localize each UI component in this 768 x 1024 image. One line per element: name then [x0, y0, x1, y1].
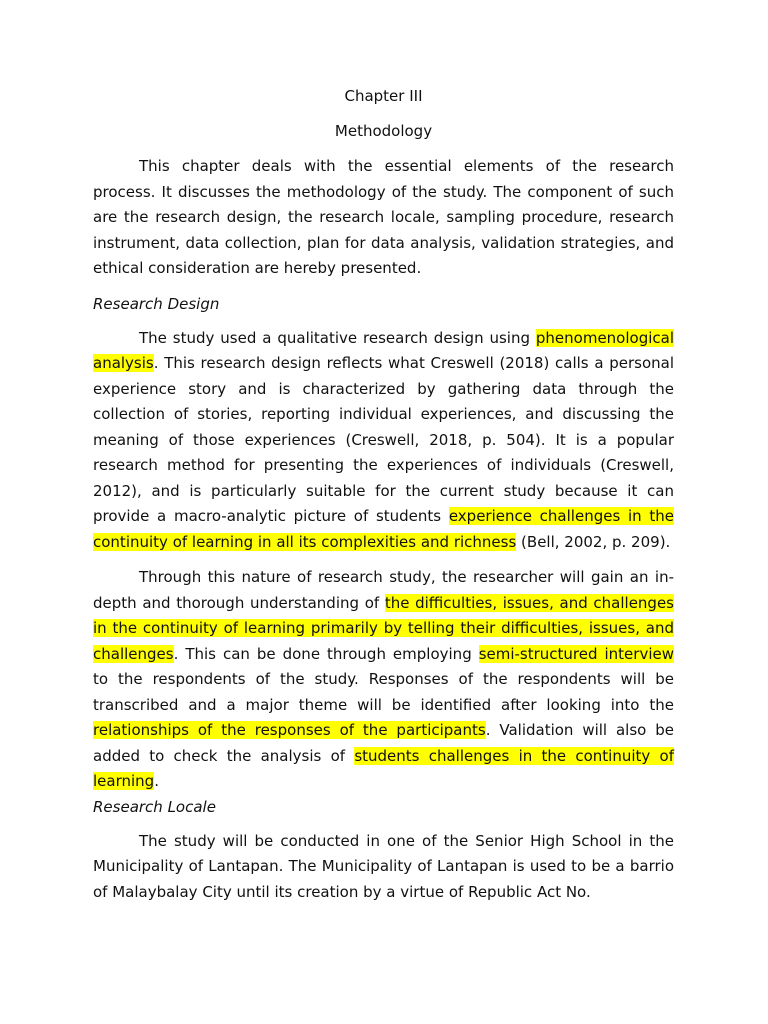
research-design-paragraph-2: [93, 565, 674, 795]
text-run: . This research design reflects what Creswell (2018) calls a personal experience story and is characterized by gathering data through the collection of stories, reporting individual experiences, and discussing the meaning of those experiences (Creswell, 2018, p. 504). It is a popular research method for presenting the experiences of individuals (Creswell, 2012), and is particularly suitable for the current study because it can provide a macro-analytic picture of students: [93, 354, 674, 525]
highlighted-text: experience challenges in the continuity of learning in all its complexities and richness: [93, 507, 674, 551]
text-run: Through this nature of research study, the researcher will gain an in-depth and thorough understanding of: [93, 568, 674, 612]
document-body: [93, 84, 674, 905]
highlighted-text: the difficulties, issues, and challenges in the continuity of learning primarily by telling their difficulties, issues, and challenges: [93, 593, 674, 663]
text-run: .: [154, 772, 159, 790]
highlighted-text: students challenges in the continuity of learning: [93, 746, 675, 790]
text-run: . Validation will also be added to check the analysis of: [93, 721, 674, 765]
intro-paragraph: This chapter deals with the essential elements of the research process. It discusses the methodology of the study. The component of such are the research design, the research locale, sampling procedure, research instrument, data collection, plan for data analysis, validation strategies, and ethical consideration are hereby presented.: [93, 157, 674, 277]
text-run: . This can be done through employing: [173, 644, 479, 663]
chapter-title: Methodology: [334, 122, 433, 140]
research-design-paragraph-1: [93, 326, 674, 556]
section-heading-research-locale: Research Locale: [93, 797, 216, 816]
text-run: The study used a qualitative research design using: [139, 328, 536, 347]
highlighted-text: phenomenological analysis: [93, 328, 674, 372]
research-locale-paragraph-1: The study will be conducted in one of the Senior High School in the Municipality of Lantapan. The Municipality of Lantapan is used to be a barrio of Malaybalay City until its creation by a virtue of Republic Act No.: [93, 831, 674, 901]
section-heading-research-design: Research Design: [93, 294, 220, 313]
highlighted-text: relationships of the responses of the participants: [93, 721, 486, 739]
chapter-number: Chapter III: [344, 87, 423, 105]
text-run: to the respondents of the study. Responses of the respondents will be transcribed and a major theme will be identified after looking into the: [93, 670, 674, 714]
text-run: (Bell, 2002, p. 209).: [516, 532, 671, 551]
highlighted-text: semi-structured interview: [478, 644, 674, 663]
